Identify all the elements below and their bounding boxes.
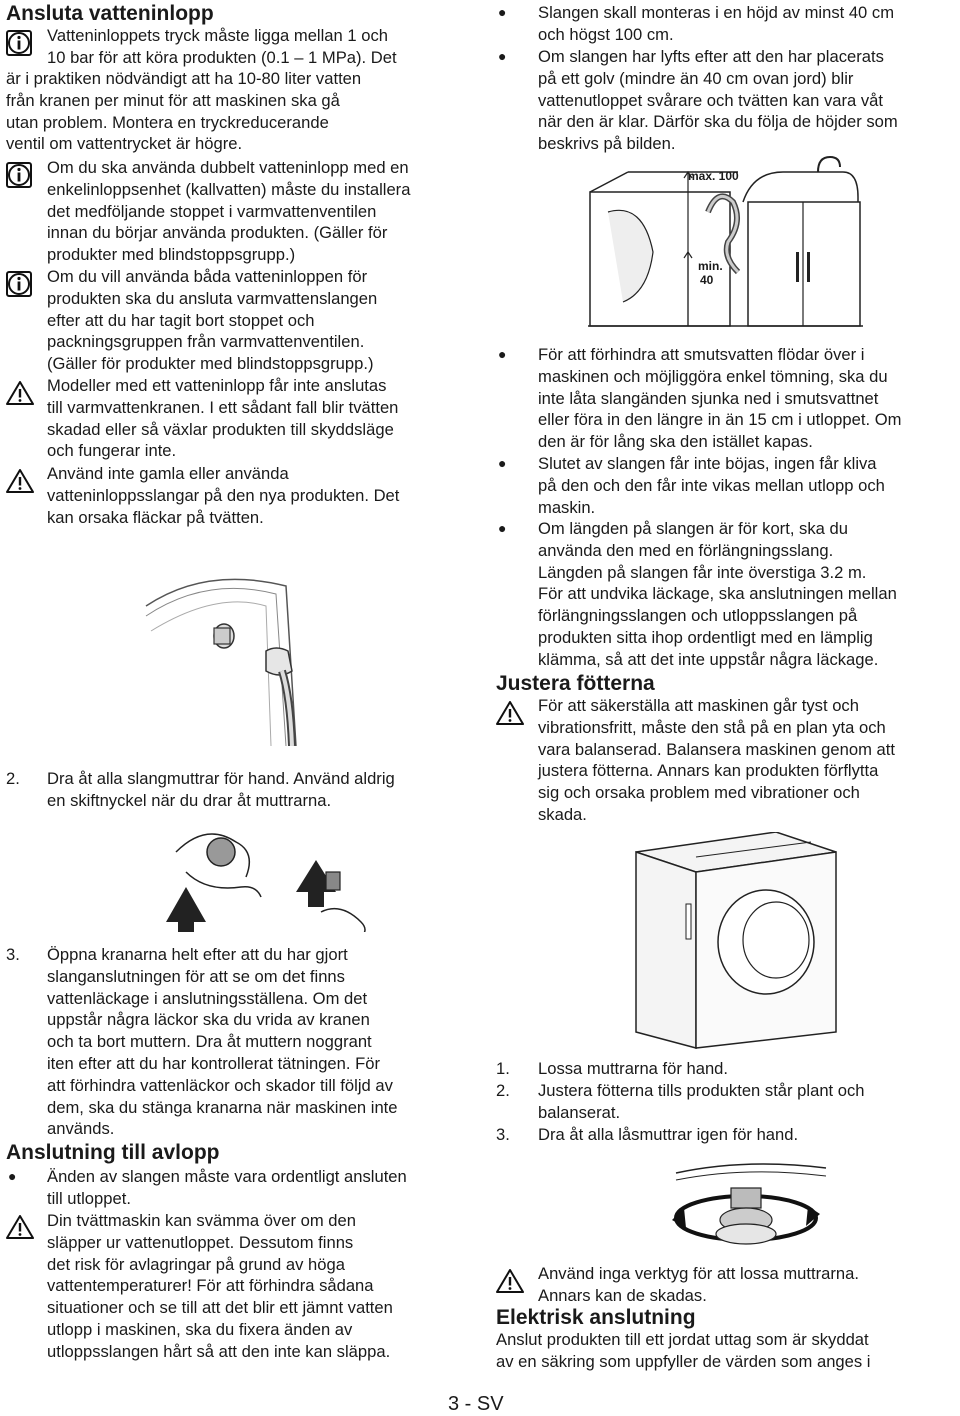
text-line: Om du vill använda båda vatteninloppen för: [47, 267, 368, 286]
step-number: 2.: [6, 769, 20, 788]
text-line: använda den med en förlängningsslang.: [538, 540, 834, 560]
text-line: till varmvattenkranen. I ett sådant fall blir tvätten: [47, 397, 399, 417]
text-line: eller föra in den längre in än 15 cm i utloppet. Om: [538, 410, 902, 430]
text-line: utloppsslangen hårt så att den inte kan släppa.: [47, 1341, 391, 1361]
text-line: Använd inga verktyg för att lossa muttrarna.: [538, 1264, 859, 1283]
text-line: skadad eller så växlar produkten till skyddsläge: [47, 419, 394, 439]
info-icon: [6, 271, 34, 299]
text-line: produkten ska du ansluta varmvattenslangen: [47, 288, 378, 308]
info-pressure-cont: [6, 68, 361, 155]
bullet-hose-end: [47, 1166, 407, 1210]
text-line: vattenläckage i anslutningsställena. Om det: [47, 988, 368, 1008]
text-line: innan du börjar använda produkten. (Gäller för: [47, 223, 388, 243]
bullet-dot: ●: [498, 520, 507, 536]
text-line: en skiftnyckel när du drar åt muttrarna.: [47, 790, 332, 810]
text-line: slanganslutningen för att se om det finns: [47, 966, 345, 986]
warning-overflow: [47, 1210, 393, 1363]
warning-icon: [6, 380, 34, 408]
text-line: Modeller med ett vatteninlopp får inte anslutas: [47, 376, 387, 395]
text-line: Justera fötterna tills produkten står plant och: [538, 1081, 865, 1100]
tap-connection-illustration: [106, 556, 346, 746]
hose-height-diagram: [588, 152, 863, 328]
text-line: Anslut produkten till ett jordat uttag som är skyddat: [496, 1330, 869, 1349]
text-line: efter att du har tagit bort stoppet och: [47, 310, 315, 330]
electric-paragraph: [496, 1329, 870, 1373]
text-line: vattentemperaturer! För att förhindra sådana: [47, 1276, 374, 1296]
text-line: är i praktiken nödvändigt att ha 10-80 liter vatten: [6, 69, 362, 88]
text-line: att förhindra vattenläckor och skador till följd av: [47, 1075, 393, 1095]
bullet-hose-lifted: [538, 46, 898, 155]
text-line: och ta bort muttern. Dra åt muttern noggrant: [47, 1032, 372, 1052]
max-height-label: max. 100: [688, 169, 739, 183]
text-line: justera fötterna. Annars kan produkten förflytta: [538, 761, 879, 781]
bullet-dot: ●: [498, 4, 507, 20]
info-pressure: [47, 25, 397, 69]
warning-icon: [496, 700, 524, 728]
step-number: 1.: [496, 1059, 510, 1078]
info-both-inlets: [47, 266, 377, 375]
text-line: förlängningsslangen och utloppsslangen på: [538, 606, 858, 626]
text-line: För att undvika läckage, ska anslutningen mellan: [538, 584, 897, 604]
text-line: produkter med blindstoppsgrupp.): [47, 245, 296, 265]
warning-single-inlet: [47, 375, 398, 462]
text-line: skada.: [538, 804, 587, 824]
warning-icon: [496, 1268, 524, 1296]
warning-icon: [6, 1214, 34, 1242]
text-line: från kranen per minut för att maskinen ska gå: [6, 90, 340, 110]
step-loosen-nuts: [538, 1058, 728, 1080]
hand-tighten-illustration: [156, 812, 396, 932]
heading-adjust-feet: Justera fötterna: [496, 672, 655, 695]
text-line: packningsgruppen från varmvattenventilen.: [47, 332, 365, 352]
text-line: används.: [47, 1119, 115, 1139]
heading-water-inlet: Ansluta vatteninlopp: [6, 2, 214, 25]
text-line: på den och den får inte vikas mellan utlopp och: [538, 475, 885, 495]
text-line: och fungerar inte.: [47, 441, 177, 461]
text-line: maskin.: [538, 497, 596, 517]
text-line: Din tvättmaskin kan svämma över om den: [47, 1211, 356, 1230]
page-number: 3 - SV: [448, 1393, 504, 1415]
text-line: (Gäller för produkter med blindstoppsgrupp.): [47, 354, 374, 374]
heading-drain-connection: Anslutning till avlopp: [6, 1141, 220, 1164]
text-line: vatteninloppsslangar på den nya produkten. Det: [47, 485, 400, 505]
text-line: det risk för avlagringar på grund av höga: [47, 1254, 345, 1274]
text-line: Öppna kranarna helt efter att du har gjort: [47, 945, 348, 964]
text-line: Om längden på slangen är för kort, ska du: [538, 519, 848, 538]
text-line: det medföljande stoppet i varmvattenventilen: [47, 201, 377, 221]
text-line: Änden av slangen måste vara ordentligt ansluten: [47, 1167, 407, 1186]
text-line: Använd inte gamla eller använda: [47, 464, 289, 483]
info-icon: [6, 30, 34, 58]
text-line: utlopp i maskinen, ska du fixera änden av: [47, 1319, 353, 1339]
text-line: till utloppet.: [47, 1188, 131, 1208]
bullet-dot: ●: [498, 48, 507, 64]
text-line: ventil om vattentrycket är högre.: [6, 134, 243, 154]
text-line: Slangen skall monteras i en höjd av minst 40 cm: [538, 3, 895, 22]
bullet-hose-height: [538, 2, 894, 46]
warning-balance: [538, 695, 895, 826]
text-line: beskrivs på bilden.: [538, 134, 676, 154]
text-line: Vatteninloppets tryck måste ligga mellan 1 och: [47, 26, 388, 45]
text-line: inte låta slangänden sjunka ned i smutsvattnet: [538, 388, 879, 408]
text-line: när den är klar. Därför ska du följa de höjder som: [538, 112, 898, 132]
step-number: 2.: [496, 1081, 510, 1100]
text-line: den är för lång ska den istället kapas.: [538, 432, 813, 452]
step-number: 3.: [6, 945, 20, 964]
text-line: utan problem. Montera en tryckreducerande: [6, 112, 329, 132]
text-line: balanserat.: [538, 1102, 621, 1122]
text-line: Dra åt alla låsmuttrar igen för hand.: [538, 1125, 799, 1144]
bullet-dot: ●: [8, 1168, 17, 1184]
bullet-dot: ●: [498, 455, 507, 471]
text-line: dem, ska du stänga kranarna när maskinen inte: [47, 1097, 398, 1117]
text-line: klämma, så att det inte uppstår några läckage.: [538, 649, 879, 669]
text-line: situationer och se till att det blir ett jämnt vatten: [47, 1298, 393, 1318]
min-height-value: 40: [700, 273, 714, 287]
text-line: Dra åt alla slangmuttrar för hand. Använd aldrig: [47, 769, 395, 788]
step-adjust-feet: [538, 1080, 865, 1124]
text-line: av en säkring som uppfyller de värden som anges i: [496, 1351, 871, 1371]
text-line: 10 bar för att köra produkten (0.1 – 1 MPa). Det: [47, 47, 397, 67]
text-line: Längden på slangen får inte överstiga 3.2 m.: [538, 562, 867, 582]
text-line: Om slangen har lyfts efter att den har placerats: [538, 47, 884, 66]
text-line: produkten sitta ihop ordentligt med en lämplig: [538, 627, 873, 647]
step-open-taps: [47, 944, 398, 1140]
text-line: sig och orsaka problem med vibrationer och: [538, 783, 860, 803]
text-line: För att förhindra att smutsvatten flödar över i: [538, 345, 865, 364]
step-number: 3.: [496, 1125, 510, 1144]
text-line: enkelinloppsenhet (kallvatten) måste du installera: [47, 179, 411, 199]
step-tighten-nuts: [47, 768, 395, 812]
text-line: vibrationsfritt, måste den stå på en plan yta och: [538, 717, 886, 737]
foot-adjustment-illustration: [656, 1158, 836, 1258]
text-line: maskinen och möjliggöra enkel tömning, ska du: [538, 366, 888, 386]
text-line: på ett golv (mindre än 40 cm ovan jord) blir: [538, 68, 854, 88]
text-line: För att säkerställa att maskinen går tyst och: [538, 696, 859, 715]
info-icon: [6, 162, 34, 190]
text-line: vara balanserad. Balansera maskinen genom att: [538, 739, 895, 759]
warning-icon: [6, 468, 34, 496]
bullet-dirty-water: [538, 344, 901, 453]
min-height-label: min.: [698, 259, 723, 273]
heading-electric-connection: Elektrisk anslutning: [496, 1306, 696, 1329]
info-double-inlet: [47, 157, 410, 266]
text-line: Om du ska använda dubbelt vatteninlopp med en: [47, 158, 409, 177]
text-line: uppstår några läckor ska du vrida av kranen: [47, 1010, 370, 1030]
step-tighten-locknuts: [538, 1124, 798, 1146]
text-line: kan orsaka fläckar på tvätten.: [47, 507, 264, 527]
text-line: Annars kan de skadas.: [538, 1285, 707, 1305]
text-line: Lossa muttrarna för hand.: [538, 1059, 729, 1078]
warning-old-hoses: [47, 463, 399, 528]
bullet-extension-hose: [538, 518, 897, 671]
washing-machine-illustration: [606, 832, 856, 1052]
bullet-dot: ●: [498, 346, 507, 362]
text-line: vattenutloppet svårare och tvätten kan vara våt: [538, 90, 883, 110]
text-line: och högst 100 cm.: [538, 24, 674, 44]
warning-no-tools: [538, 1263, 859, 1307]
text-line: släpper ur vattenutloppet. Dessutom finns: [47, 1232, 354, 1252]
text-line: Slutet av slangen får inte böjas, ingen får kliva: [538, 454, 877, 473]
text-line: iten efter att du har kontrollerat tätningen. För: [47, 1053, 380, 1073]
bullet-no-bend: [538, 453, 885, 518]
